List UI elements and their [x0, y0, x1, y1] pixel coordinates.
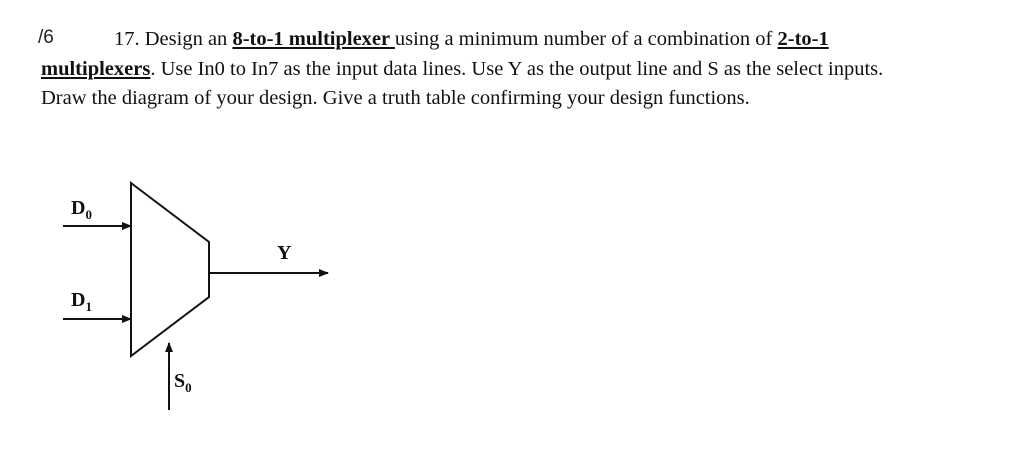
emphasis-multiplexers: multiplexers	[41, 57, 151, 80]
emphasis-2-to-1: 2-to-1	[777, 28, 829, 50]
question-text-part-3: . Use In0 to In7 as the input data lines. Use Y as the output line and S as the select inputs.	[150, 57, 884, 80]
question-marks: /6	[38, 27, 54, 48]
mux-body	[131, 183, 209, 356]
input-d0-label: $D_0$	[71, 197, 92, 222]
question-number: 17.	[114, 28, 140, 50]
question-text-part-1: Design an	[144, 28, 233, 50]
emphasis-8-to-1-multiplexer: 8-to-1 multiplexer	[232, 28, 395, 50]
question-text-part-2: using a minimum number of a combination of	[394, 28, 778, 50]
output-y-label: Y	[277, 242, 292, 264]
input-d1-label: $D_1$	[71, 289, 92, 314]
select-s0-label: $S_0$	[174, 370, 192, 395]
question-line-3: Draw the diagram of your design. Give a truth table confirming your design functions.	[41, 87, 750, 109]
